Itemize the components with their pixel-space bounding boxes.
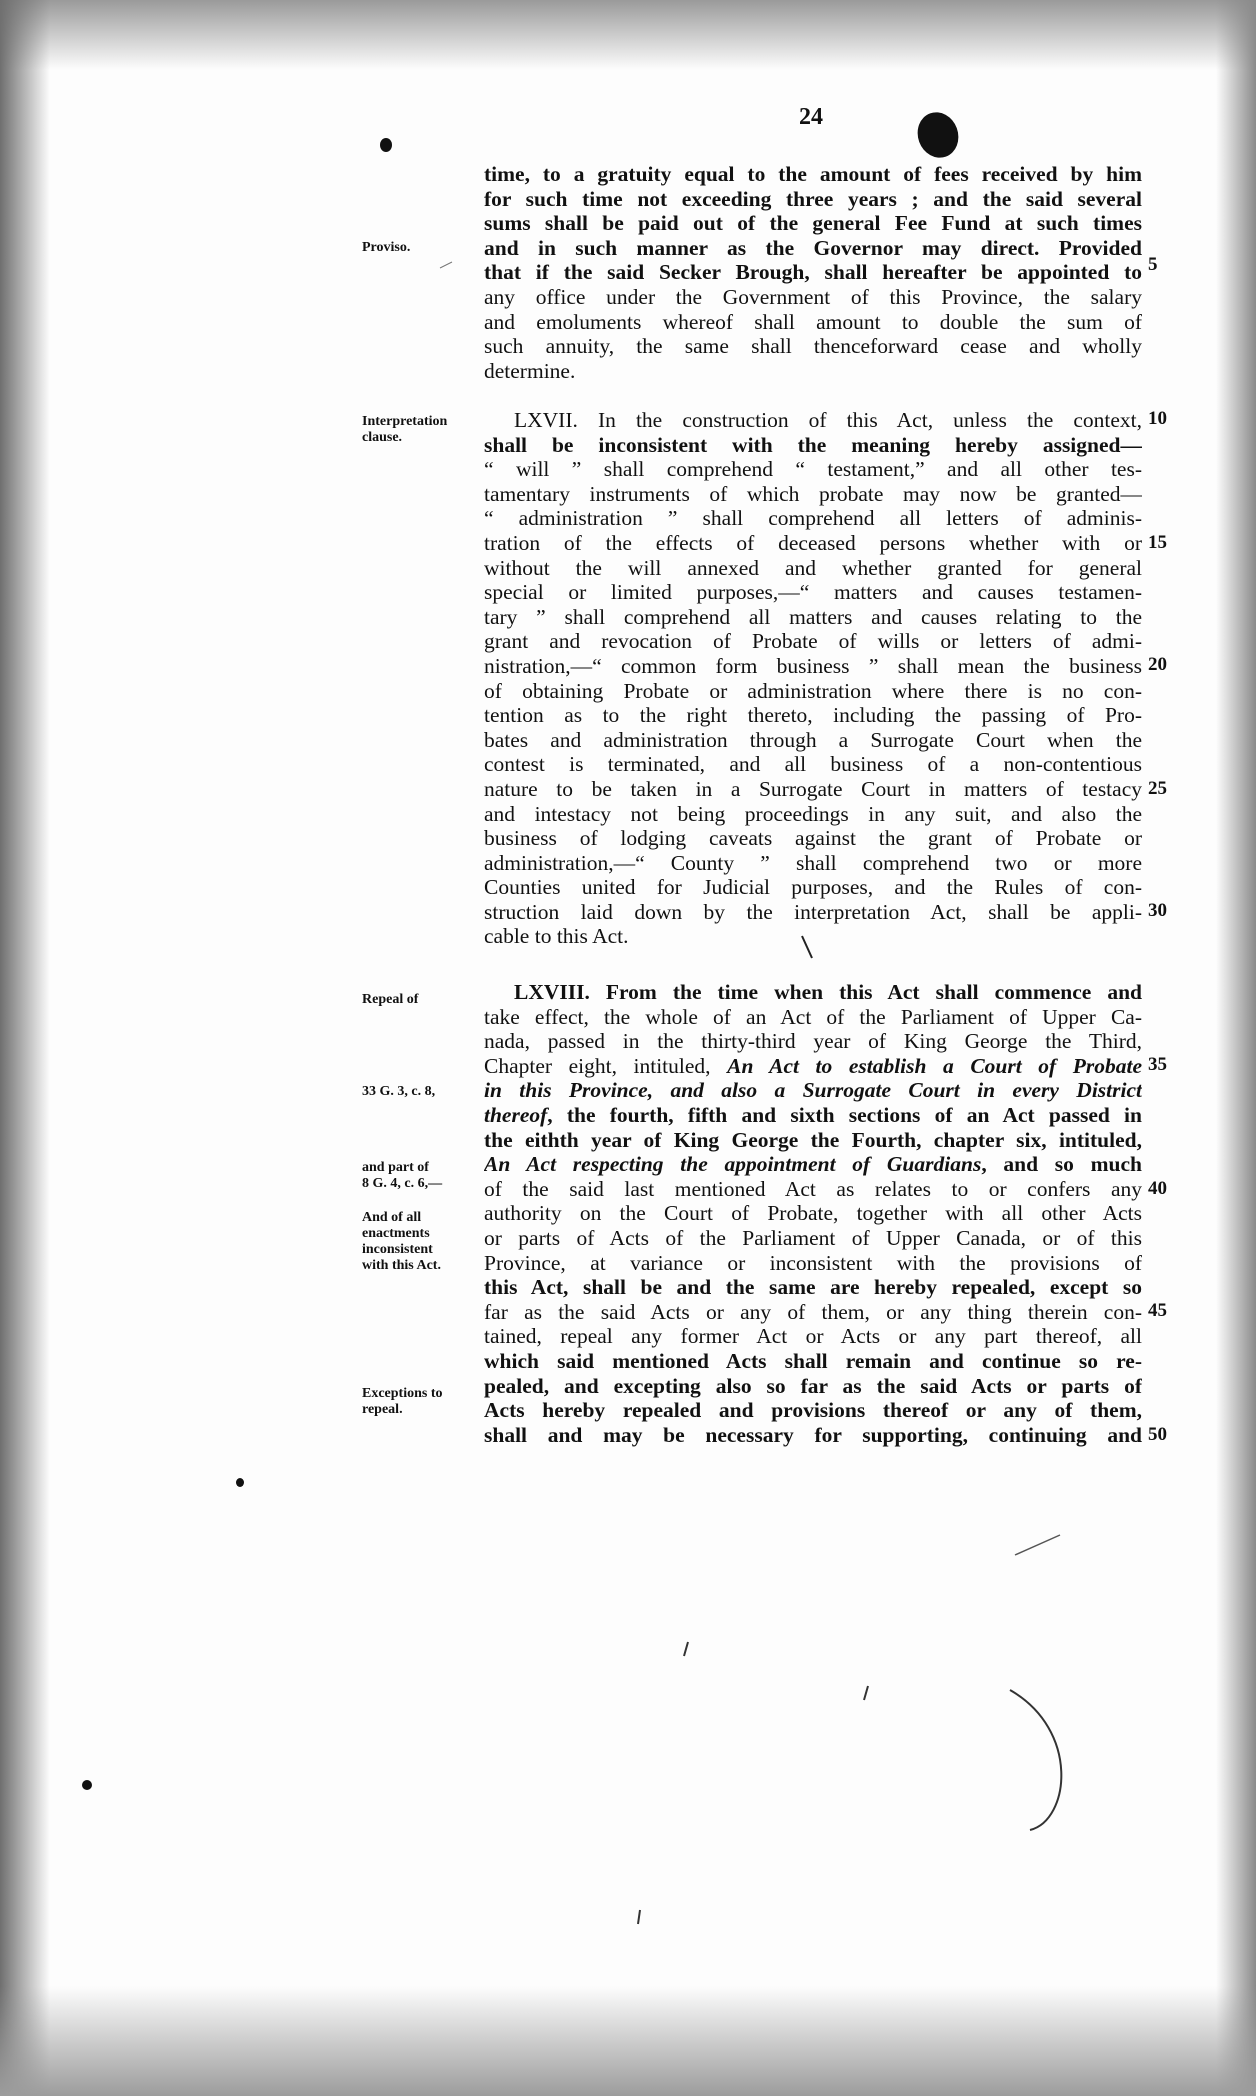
text-line: tamentary instruments of which probate may now be granted— — [484, 481, 1142, 506]
page-number: 24 — [799, 104, 823, 130]
margin-note-line: inconsistent — [362, 1242, 433, 1257]
scan-mark-stroke — [440, 262, 452, 268]
text-line: struction laid down by the interpretation Act, shall be appli- — [484, 899, 1142, 924]
text-line: and emoluments whereof shall amount to double the sum of — [484, 309, 1142, 334]
margin-note-line: enactments — [362, 1226, 430, 1241]
text-line: tention as to the right thereto, including the passing of Pro- — [484, 703, 1142, 728]
line-number: 10 — [1148, 408, 1167, 429]
text-line: without the will annexed and whether granted for general — [484, 555, 1142, 580]
margin-note-line: with this Act. — [362, 1258, 441, 1273]
text-line: determine. — [484, 358, 576, 383]
text-line: and in such manner as the Governor may direct. Provided — [484, 235, 1142, 260]
text-line: sums shall be paid out of the general Fee Fund at such times — [484, 211, 1142, 236]
scan-mark-stroke — [864, 1686, 868, 1700]
scan-mark-arc — [1010, 1690, 1061, 1830]
text-line: which said mentioned Acts shall remain and continue so re- — [484, 1348, 1142, 1373]
text-line: Province, at variance or inconsistent with the provisions of — [484, 1250, 1142, 1275]
scan-mark-stroke — [1015, 1535, 1060, 1555]
act-title-italic: in this Province, and also a Surrogate Court in every District — [484, 1078, 1142, 1103]
line-number: 45 — [1148, 1300, 1167, 1321]
text-line: nature to be taken in a Surrogate Court in matters of testacy — [484, 776, 1142, 801]
margin-note-line: repeal. — [362, 1402, 403, 1417]
margin-note-act-33: 33 G. 3, c. 8, — [362, 1084, 436, 1099]
text-line: tained, repeal any former Act or Acts or any part thereof, all — [484, 1324, 1142, 1349]
text-line: this Act, shall be and the same are hereby repealed, except so — [484, 1275, 1142, 1300]
line-number: 20 — [1148, 654, 1167, 675]
act-title-italic: An Act to establish a Court of Probate — [727, 1053, 1142, 1078]
act-title-italic: An Act respecting the appointment of Guardians — [484, 1152, 982, 1177]
line-number: 40 — [1148, 1178, 1167, 1199]
text-line: administration,—“ County ” shall comprehend two or more — [484, 850, 1142, 875]
act-title-italic: thereof — [484, 1102, 548, 1127]
scan-mark-stroke — [684, 1642, 688, 1656]
line-number: 15 — [1148, 532, 1167, 553]
text-fragment: , the fourth, fifth and sixth sections of an Act passed in — [547, 1102, 1142, 1127]
margin-note-line: Interpretation — [362, 414, 448, 429]
text-line: “ administration ” shall comprehend all letters of adminis- — [484, 506, 1142, 531]
text-line: any office under the Government of this Province, the salary — [484, 284, 1142, 309]
text-line: far as the said Acts or any of them, or any thing therein con- — [484, 1299, 1142, 1324]
text-line: LXVIII. From the time when this Act shall commence and — [514, 980, 1142, 1004]
text-line: business of lodging caveats against the grant of Probate or — [484, 826, 1142, 851]
text-line: authority on the Court of Probate, together with all other Acts — [484, 1201, 1142, 1226]
text-line: “ will ” shall comprehend “ testament,” and all other tes- — [484, 457, 1142, 482]
text-line: of the said last mentioned Act as relates to or confers any — [484, 1176, 1142, 1201]
text-line: nistration,—“ common form business ” shall mean the business — [484, 653, 1142, 678]
text-line: shall and may be necessary for supporting, continuing and — [484, 1422, 1142, 1447]
text-line: the eithth year of King George the Fourth, chapter six, intituled, — [484, 1127, 1142, 1152]
margin-note-line: and part of — [362, 1160, 429, 1175]
margin-note-line: And of all — [362, 1210, 422, 1225]
text-fragment: , and so much — [981, 1152, 1142, 1177]
text-line: contest is terminated, and all business of a non-contentious — [484, 752, 1142, 777]
text-line: or parts of Acts of the Parliament of Upper Canada, or of this — [484, 1225, 1142, 1250]
text-line: tration of the effects of deceased persons whether with or — [484, 530, 1142, 555]
margin-note-line: 8 G. 4, c. 6,— — [362, 1176, 443, 1191]
text-line: LXVII. In the construction of this Act, unless the context, — [514, 408, 1142, 432]
text-line: Counties united for Judicial purposes, and the Rules of con- — [484, 875, 1142, 900]
text-line: time, to a gratuity equal to the amount of fees received by him — [484, 162, 1142, 186]
text-line: special or limited purposes,—“ matters and causes testamen- — [484, 580, 1142, 605]
text-line: tary ” shall comprehend all matters and causes relating to the — [484, 604, 1142, 629]
text-line: grant and revocation of Probate of wills or letters of admi- — [484, 629, 1142, 654]
margin-note-line: clause. — [362, 430, 403, 445]
scan-mark-stroke — [638, 1910, 640, 1924]
scan-mark-stroke — [802, 936, 812, 958]
text-line: cable to this Act. — [484, 924, 629, 949]
margin-note-proviso: Proviso. — [362, 240, 411, 255]
text-line: nada, passed in the thirty-third year of King George the Third, — [484, 1029, 1142, 1054]
text-line: such annuity, the same shall thenceforward cease and wholly — [484, 334, 1142, 359]
line-number: 30 — [1148, 900, 1167, 921]
text-line: bates and administration through a Surrogate Court when the — [484, 727, 1142, 752]
text-line: Acts hereby repealed and provisions thereof or any of them, — [484, 1398, 1142, 1423]
text-line: shall be inconsistent with the meaning hereby assigned— — [484, 432, 1142, 457]
margin-note-repeal-of: Repeal of — [362, 992, 419, 1007]
line-number: 50 — [1148, 1424, 1167, 1445]
text-line: for such time not exceeding three years ; and the said several — [484, 186, 1142, 211]
text-line: of obtaining Probate or administration where there is no con- — [484, 678, 1142, 703]
text-line: and intestacy not being proceedings in any suit, and also the — [484, 801, 1142, 826]
margin-note-line: Exceptions to — [362, 1386, 443, 1401]
line-number: 5 — [1148, 254, 1158, 275]
text-line: take effect, the whole of an Act of the Parliament of Upper Ca- — [484, 1004, 1142, 1029]
text-line: that if the said Secker Brough, shall hereafter be appointed to — [484, 260, 1142, 285]
line-number: 35 — [1148, 1054, 1167, 1075]
text-line: pealed, and excepting also so far as the said Acts or parts of — [484, 1373, 1142, 1398]
text-fragment: Chapter eight, intituled, — [484, 1053, 728, 1078]
line-number: 25 — [1148, 778, 1167, 799]
